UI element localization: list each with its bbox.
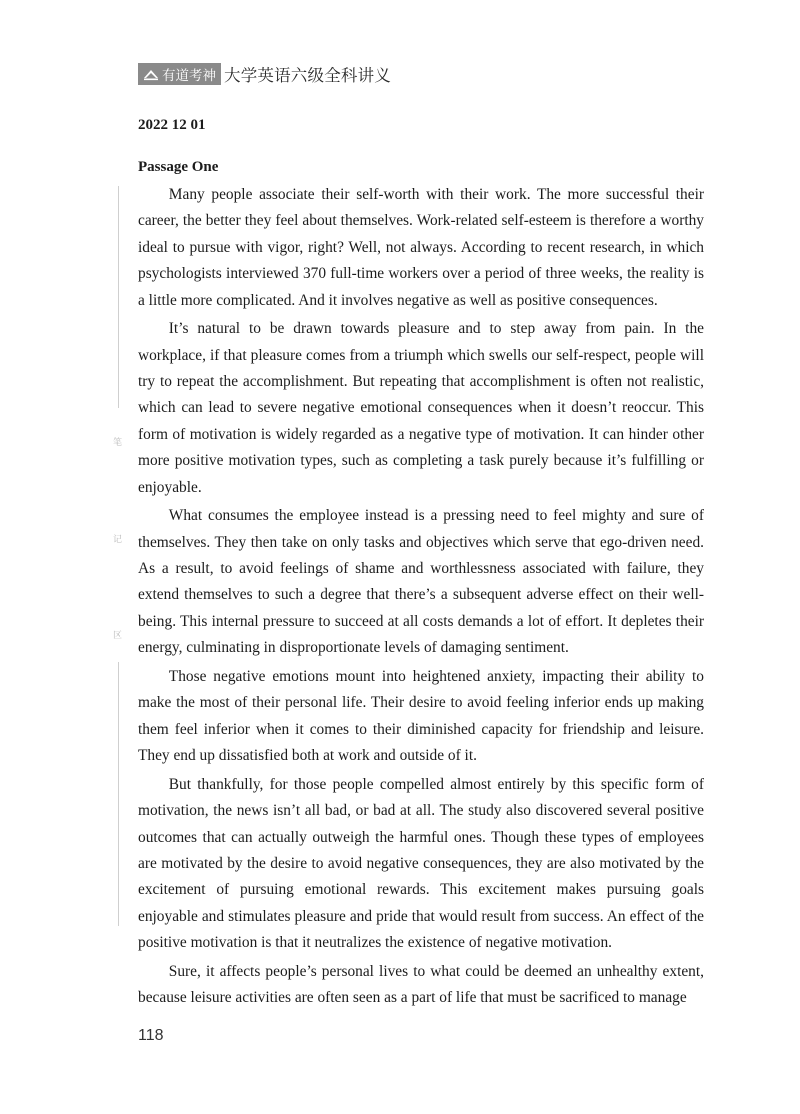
margin-line-top xyxy=(118,186,119,408)
paragraph: Sure, it affects people’s personal lives to what could be deemed an unhealthy extent, because leisure activities are often seen as a part of life that must be sacrificed to manage xyxy=(138,962,704,1007)
publisher-logo xyxy=(138,63,221,85)
logo-text: 有道考神 xyxy=(162,68,216,84)
passage-title: Passage One xyxy=(138,159,219,175)
exam-date: 2022 12 01 xyxy=(138,117,206,133)
paragraph: What consumes the employee instead is a pressing need to feel mighty and sure of themselves. They then take on only tasks and objectives which serve that ego-driven need. As a result, to avoid feelings of shame and worthlessness associated with failure, they extend themselves to such a degree that there’s a subsequent adverse effect on their well-being. This internal pressure to succeed at all costs demands a lot of effort. It depletes their energy, culminating in disproportionate levels of damaging sentiment. xyxy=(138,507,704,657)
paragraph: Those negative emotions mount into heightened anxiety, impacting their ability to make the most of their personal life. Their desire to avoid feeling inferior ends up making them feel inferior when it comes to their diminished capacity for friendship and leisure. They end up dissatisfied both at work and outside of it. xyxy=(138,667,704,765)
page-number: 118 xyxy=(138,1027,164,1044)
page-header xyxy=(138,63,391,85)
margin-line-bottom xyxy=(118,662,119,926)
passage-body xyxy=(138,182,704,1014)
book-title: 大学英语六级全科讲义 xyxy=(224,66,391,85)
paragraph: Many people associate their self-worth with their work. The more successful their career, the better they feel about themselves. Work-related self-esteem is therefore a worthy ideal to pursue with vigor, right? Well, not always. According to recent research, in which psychologists interviewed 370 full-time workers over a period of three weeks, the reality is a little more complicated. And it involves negative as well as positive consequences. xyxy=(138,186,704,309)
margin-note-char: 笔 xyxy=(113,438,123,448)
margin-note-char: 记 xyxy=(113,535,123,545)
paragraph: But thankfully, for those people compelled almost entirely by this specific form of motivation, the news isn’t all bad, or bad at all. The study also discovered several positive outcomes that can actually outweigh the harmful ones. Though these types of employees are motivated by the desire to avoid negative consequences, they are also motivated by the excitement of pursuing emotional rewards. This excitement makes pursuing goals enjoyable and stimulates pleasure and pride that would result from success. An effect of the positive motivation is that it neutralizes the existence of negative motivation. xyxy=(138,775,704,952)
paragraph: It’s natural to be drawn towards pleasure and to step away from pain. In the workplace, if that pleasure comes from a triumph which swells our self-respect, people will try to repeat the accomplishment. But repeating that accomplishment is often not realistic, which can lead to severe negative emotional consequences when it doesn’t reoccur. This form of motivation is widely regarded as a negative type of motivation. It can hinder other more positive motivation types, such as completing a task purely because it’s fulfilling or enjoyable. xyxy=(138,320,704,496)
book-logo-icon xyxy=(142,66,160,82)
margin-note-char: 区 xyxy=(113,631,123,641)
